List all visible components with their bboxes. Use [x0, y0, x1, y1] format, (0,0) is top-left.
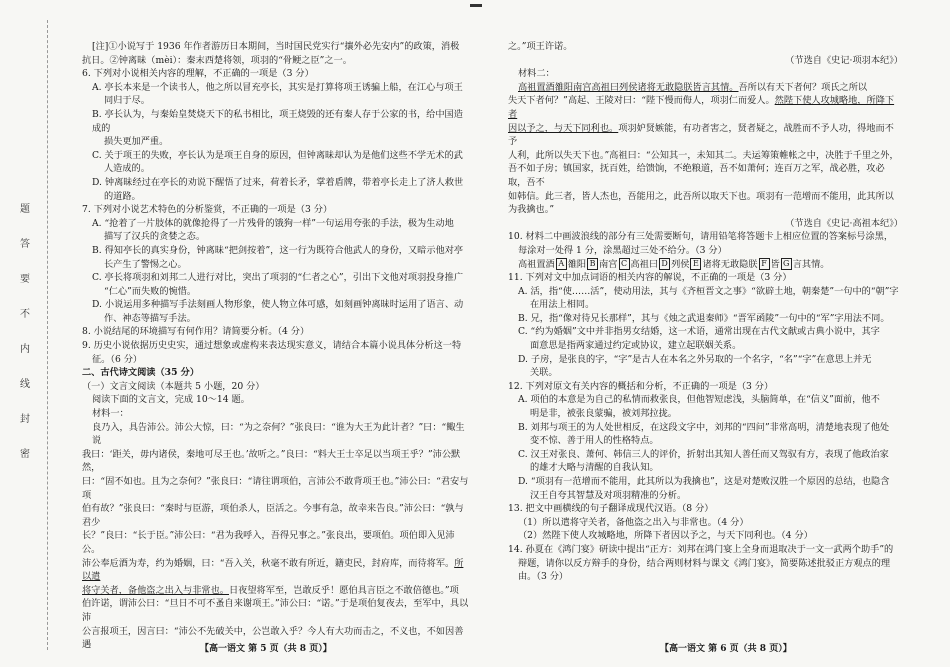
option-line: 的雄才大略与清醒的自我认知。: [530, 462, 659, 474]
passage-text: 日夜望将军至，岂敢反乎！愿伯具言臣之不敢倍德也。”项: [229, 584, 459, 596]
binding-char: 密: [20, 449, 30, 460]
binding-char: 线: [20, 379, 30, 390]
option-line: D. “项羽有一范增而不能用，此其所以为我擒也”，这是对楚败汉胜一个原因的总结，也隐含: [518, 476, 890, 487]
passage-line: 伯许诺，谓沛公曰：“旦日不可不蚤自来谢项王。”沛公曰：“诺。”于是项伯复夜去，至军中，具以沛: [82, 598, 469, 623]
underlined-sentence: 然陛下使人攻城略地，所降下者: [508, 95, 895, 120]
passage-line: 为我擒也。”: [508, 204, 555, 216]
top-mark: [470, 4, 482, 7]
passage-line: 长？”良曰：“长于臣。”沛公曰：“君为我呼入，吾得兄事之。”张良出，要项伯。项伯即入见沛公。: [82, 530, 455, 555]
sentence-fragment: 雒阳: [567, 258, 587, 270]
question-14-cont: 辩题，请你以反方辩手的身份，结合两则材料与课文《鸿门宴》，简要陈述批驳正方观点的理: [518, 557, 891, 569]
option-line: A. “抢着了一片肢体的就像抢得了一片残骨的饿狗一样”一句运用夸张的手法，极为生动地: [92, 217, 454, 229]
option-line: 在用法上相同。: [530, 299, 595, 311]
question-6: 6. 下列对小说相关内容的理解，不正确的一项是（3 分）: [82, 68, 314, 80]
sentence-fragment: 列侯: [671, 258, 690, 270]
option-line: A. 亭长本来是一个读书人，他之所以冒充亭长，其实是打算将项王诱骗上船，在江心与项王: [92, 81, 463, 93]
option-line: D. 小说运用多种描写手法刻画人物形象，使人物立体可感，如刻画钟离昧时运用了语言、动: [92, 299, 464, 311]
passage-line: [82, 584, 472, 598]
answer-box[interactable]: G: [781, 258, 792, 270]
sentence-fragment: 诸将无敢隐朕: [702, 258, 758, 270]
option-line: C. 汉王对张良、萧何、韩信三人的评价，折射出其知人善任而又驾驭有方，表现了他政治家: [518, 448, 889, 460]
option-line: D. 钟离昧经过在亭长的劝说下醒悟了过来，荷着长矛，掌着盾牌，带着亭长走上了济人救世: [92, 176, 464, 188]
binding-char: 题: [20, 204, 30, 215]
question-11: 11. 下列对文中加点词语的相关内容的解说，不正确的一项是（3 分）: [508, 272, 792, 284]
binding-margin-text: [14, 200, 36, 460]
option-line: “仁心”而失败的惋惜。: [104, 285, 197, 297]
underlined-sentence: 因以予之，与天下同利也。: [508, 122, 619, 134]
wavy-underlined-text: 高祖置酒雒阳南宫高祖曰列侯诸将无敢隐朕皆言其情。: [518, 81, 739, 93]
option-line: C. 亭长将项羽和刘邦二人进行对比，突出了项羽的“仁者之心”，引出下文他对项羽投身推广: [92, 272, 464, 284]
binding-char: 要: [20, 274, 30, 285]
page-6-column: [508, 40, 903, 584]
option-line: B. 亭长认为，与秦始皇焚烧天下的私书相比，项王烧毁的还有秦人存于公家的书，给中国造成的: [92, 108, 463, 134]
binding-char: 封: [20, 414, 30, 425]
passage-line: 人利，此所以失天下也。”高祖曰：“公知其一，未知其二。夫运筹策帷帐之中，决胜于千里之外，: [508, 149, 899, 161]
note-line: 抗日。②钟离昧（mèi）：秦末西楚将领，项羽的“骨鲠之臣”之一。: [82, 54, 352, 66]
passage-line: 我曰：‘距关，毋内诸侯，秦地可尽王也。’故听之。”良曰：“料大王士卒足以当项王乎？”沛公默然，: [82, 448, 461, 474]
question-12: 12. 下列对原文有关内容的概括和分析，不正确的一项是（3 分）: [508, 380, 774, 392]
answer-box[interactable]: F: [759, 258, 770, 270]
option-line: B. 兄，指“像对待兄长那样”，其与《烛之武退秦师》“晋军函陵”一句中的“军”字用法不同。: [518, 312, 890, 324]
page-footer: 【高一语文 第 6 页（共 8 页）】: [660, 644, 792, 654]
sentence-fragment: 南宫: [599, 258, 618, 270]
question-9-cont: 征。（6 分）: [92, 353, 143, 365]
question-8: 8. 小说结尾的环境描写有何作用？请简要分析。（4 分）: [82, 326, 310, 338]
passage-line: 曰：“固不如也。且为之奈何？”张良曰：“请往谓项伯，言沛公不敢背项王也。”沛公曰：“君安与项: [82, 476, 469, 501]
question-14: 14. 孙夏在《鸿门宴》研读中提出“正方：刘邦在鸿门宴上全身而退取决于一文一武两个助手”的: [508, 543, 894, 555]
instruction: 阅读下面的文言文，完成 10～14 题。: [92, 394, 250, 406]
sentence-fragment: 言其情。: [792, 258, 830, 270]
answer-box[interactable]: A: [556, 258, 567, 270]
passage-line: [508, 122, 903, 149]
passage-text: 吾所以有天下者何？项氏之所以: [738, 81, 868, 93]
subsection-heading: （一）文言文阅读（本题共 5 小题，20 分）: [82, 380, 265, 392]
option-line: 关联。: [530, 367, 558, 379]
option-line: 人造成的。: [104, 163, 150, 175]
passage-text: 沛公奉卮酒为寿，约为婚姻，曰：“吾入关，秋毫不敢有所近，籍吏民，封府库，而待将军。: [82, 557, 455, 569]
question-10-cont: 每涂对一处得 1 分，涂黑超过三处不给分。（3 分）: [518, 244, 727, 256]
option-line: B. 刘邦与项王的为人处世相反，在这段文字中，刘邦的“四问”非常高明，清楚地表现了他处: [518, 421, 890, 433]
page-footer: 【高一语文 第 5 页（共 8 页）】: [200, 644, 332, 654]
option-line: 明是非，被张良蒙骗，被刘邦拉拢。: [530, 408, 677, 420]
material-label: 材料二：: [518, 68, 555, 80]
sentence-fragment: 皆: [770, 258, 780, 270]
option-line: B. 得知亭长的真实身份，钟离昧“把剑按着”，这一行为既符合他武人的身份，又暗示他对亭: [92, 244, 464, 256]
passage-line: 吾不如子房；镇国家，抚百姓，给馈饷，不绝粮道，吾不如萧何；连百万之军，战必胜，攻必取，吾不: [508, 163, 885, 188]
source-citation: （节选自《史记·高祖本纪》）: [785, 217, 903, 229]
section-heading: 二、古代诗文阅读（35 分）: [82, 367, 200, 379]
source-citation: （节选自《史记·项羽本纪》）: [785, 54, 903, 66]
option-line: D. 子房，是张良的字，“字”是古人在本名之外另取的一个名字，“名”“字”在意思上并无: [518, 353, 872, 365]
option-line: 的道路。: [104, 190, 141, 202]
note-line: [注]①小说写于 1936 年作者游历日本期间，当时国民党实行“攘外必先安内”的政策，消极: [92, 41, 460, 52]
underlined-sentence: 所以遣: [82, 557, 464, 583]
option-line: 损失更加严重。: [104, 136, 169, 148]
passage-line: 之。”项王许诺。: [508, 41, 573, 52]
option-line: A. 活，指“使……活”，使动用法，其与《齐桓晋文之事》“欲辟土地，朝秦楚”一句中的“朝”字: [518, 285, 899, 297]
binding-char: 答: [20, 239, 30, 250]
passage-line: 如韩信。此三者，皆人杰也，吾能用之，此吾所以取天下也。项羽有一范增而不能用，此其所以: [508, 190, 894, 202]
option-line: 同归于尽。: [104, 95, 150, 107]
option-line: 描写了汉兵的贪婪之态。: [104, 231, 206, 243]
binding-char: 不: [20, 309, 30, 320]
answer-box[interactable]: E: [690, 258, 701, 270]
question-10: 10. 材料二中画波浪线的部分有三处需要断句，请用铅笔将答题卡上相应位置的答案标号涂黑，: [508, 231, 894, 243]
passage-line: [508, 81, 903, 95]
passage-line: [82, 557, 472, 584]
binding-char: 内: [20, 344, 30, 355]
question-13: 13. 把文中画横线的句子翻译成现代汉语。（8 分）: [508, 503, 714, 515]
sub-question: （2）然陛下使人攻城略地，所降下者因以予之，与天下同利也。（4 分）: [518, 530, 813, 542]
option-line: 汉王自夸其智慧及对项羽精准的分析。: [530, 489, 687, 501]
passage-text: 项羽妒贤嫉能，有功者害之，贤者疑之，战胜而不予人功，得地而不予: [508, 122, 894, 148]
question-9: 9. 历史小说依据历史史实，通过想象或虚构来表达现实意义，请结合本篇小说具体分析这一特: [82, 340, 462, 352]
answer-box[interactable]: D: [659, 258, 670, 270]
sub-question: （1）所以遣将守关者，备他盗之出入与非常也。（4 分）: [518, 516, 749, 528]
option-line: 变不惊、善于用人的性格特点。: [530, 435, 659, 447]
option-line: C. “约为婚姻”文中并非指男女结婚，这一术语，通常出现在古代文献或古典小说中，其字: [518, 326, 880, 338]
question-7: 7. 下列对小说艺术特色的分析鉴赏，不正确的一项是（3 分）: [82, 204, 333, 216]
option-line: A. 项伯的本意是为自己的私情而救张良，但他智短虑浅，头脑简单，在“信义”面前，他不: [518, 394, 880, 406]
answer-box[interactable]: B: [587, 258, 598, 270]
passage-line: 伯有故？”张良曰：“秦时与臣游，项伯杀人，臣活之。今事有急，故幸来告良。”沛公曰：“孰与君少: [82, 503, 464, 528]
passage-line: [508, 94, 903, 121]
underlined-sentence: 将守关者，备他盗之出入与非常也。: [82, 584, 229, 596]
question-14-cont: 由。（3 分）: [518, 571, 569, 583]
passage-line: 公言报项王，因言曰：“沛公不先破关中，公岂敢入乎？今人有大功而击之，不义也，不如因善遇: [82, 625, 464, 651]
answer-box[interactable]: C: [619, 258, 630, 270]
sentence-fragment: 高祖曰: [630, 258, 659, 270]
sentence-fragment: 高祖置酒: [518, 258, 555, 270]
option-line: C. 关于项王的失败，亭长认为是项王自身的原因，但钟离昧却认为是他们这些不学无术的武: [92, 149, 463, 161]
passage-text: 失天下者何？”高起、王陵对曰：“陛下慢而侮人，项羽仁而爱人。: [508, 95, 775, 107]
binding-dashed-line: [47, 20, 48, 650]
option-line: 面意思是指两家通过约定或协议，建立起联姻关系。: [530, 340, 742, 352]
page-5-column: [82, 40, 472, 652]
sentence-break-options: [508, 258, 903, 272]
option-line: 长产生了警惕之心。: [104, 258, 187, 270]
material-label: 材料一：: [92, 408, 129, 420]
passage-line: 良乃入，具告沛公。沛公大惊，曰：“为之奈何？”张良曰：“谁为大王为此计者？”曰：“鲰生说: [92, 421, 465, 447]
option-line: 作、神态等描写手法。: [104, 312, 196, 324]
